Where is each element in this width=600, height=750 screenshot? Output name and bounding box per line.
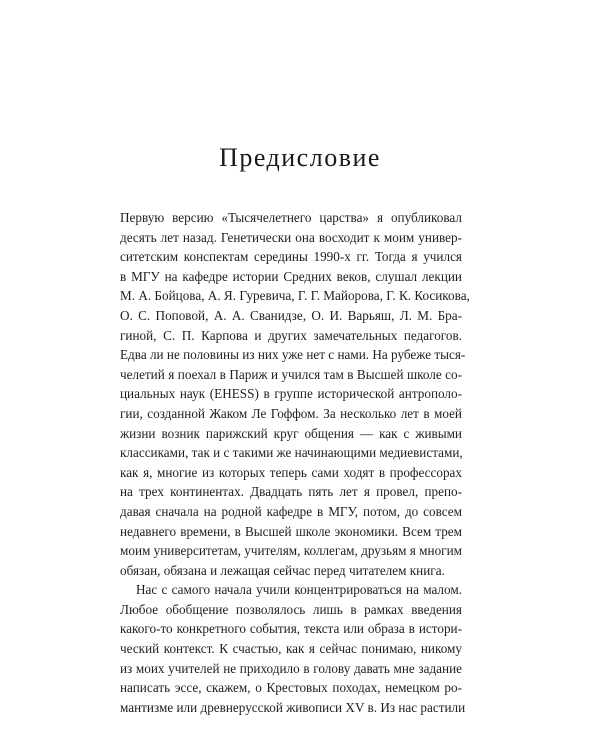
text-line: как я, многие из которых теперь сами ходят в профессорах bbox=[120, 464, 462, 480]
text-line: ческий контекст. К счастью, как я сейчас понимаю, никому bbox=[120, 641, 462, 657]
text-line: Едва ли не половины из них уже нет с нами. На рубеже тыся- bbox=[120, 347, 466, 363]
paragraph bbox=[120, 208, 470, 580]
text-line: гии, созданной Жаком Ле Гоффом. За несколько лет в моей bbox=[120, 405, 462, 421]
text-line: О. С. Поповой, А. А. Сванидзе, О. И. Варьяш, Л. М. Бра- bbox=[120, 307, 462, 323]
text-line: десять лет назад. Генетически она восходит к моим универ- bbox=[120, 229, 462, 245]
body-text bbox=[120, 208, 470, 717]
text-line: жизни возник парижский круг общения — как с живыми bbox=[120, 425, 462, 441]
text-line: М. А. Бойцова, А. Я. Гуревича, Г. Г. Майорова, Г. К. Косикова, bbox=[120, 288, 470, 304]
text-line: челетий я поехал в Париж и учился там в Высшей школе со- bbox=[120, 366, 462, 382]
text-line: в МГУ на кафедре истории Средних веков, слушал лекции bbox=[120, 268, 462, 284]
text-line: Нас с самого начала учили концентрироваться на малом. bbox=[136, 582, 462, 598]
text-line: моим университетам, учителям, коллегам, друзьям я многим bbox=[120, 543, 462, 559]
text-line: мантизме или древнерусской живописи XV в. Из нас растили bbox=[120, 699, 466, 715]
chapter-heading: Предисловие bbox=[219, 143, 381, 172]
text-line: циальных наук (EHESS) в группе исторической антрополо- bbox=[120, 386, 462, 402]
text-line: Первую версию «Тысячелетнего царства» я опубликовал bbox=[120, 210, 462, 225]
text-line: написать эссе, скажем, о Крестовых походах, немецком ро- bbox=[120, 680, 462, 696]
text-line: из моих учителей не приходило в голову давать мне задание bbox=[120, 660, 462, 676]
text-line: обязан, обязана и лежащая сейчас перед читателем книга. bbox=[120, 562, 445, 578]
text-line: ситетским конспектам середины 1990-х гг. Тогда я учился bbox=[120, 249, 462, 265]
text-line: на трех континентах. Двадцать пять лет я провел, препо- bbox=[120, 484, 462, 500]
text-line: давая сначала на родной кафедре в МГУ, потом, до совсем bbox=[120, 503, 462, 519]
text-line: гиной, С. П. Карпова и других замечательных педагогов. bbox=[120, 327, 462, 343]
paragraph bbox=[120, 580, 466, 717]
text-line: недавнего времени, в Высшей школе экономики. Всем трем bbox=[120, 523, 462, 539]
text-line: классиками, так и с такими же начинающими медиевистами, bbox=[120, 445, 463, 461]
text-line: Любое обобщение позволялось лишь в рамках введения bbox=[120, 601, 462, 617]
text-line: какого-то конкретного события, текста или образа в истори- bbox=[120, 621, 462, 637]
